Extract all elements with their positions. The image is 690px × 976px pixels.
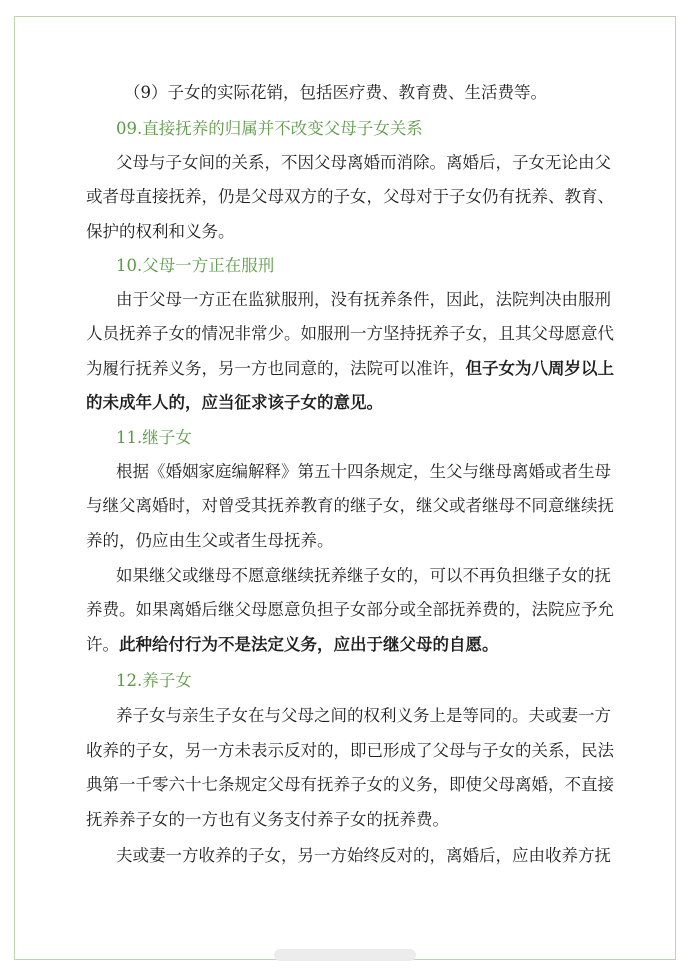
paragraph-line: 父母与子女间的关系，不因父母离婚而消除。离婚后，子女无论由父 [116, 153, 611, 172]
list-item-9: （9）子女的实际花销，包括医疗费、教育费、生活费等。 [124, 83, 547, 102]
paragraph-line: 夫或妻一方收养的子女，另一方始终反对的，离婚后，应由收养方抚 [116, 846, 611, 865]
paragraph-line: 养费。如果离婚后继父母愿意负担子女部分或全部抚养费的，法院应予允 [86, 600, 614, 619]
emphasis-text: 但子女为八周岁以上 [465, 359, 614, 378]
emphasis-text: 此种给付行为不是法定义务，应出于继父母的自愿。 [119, 635, 499, 654]
paragraph-text: 许。 [86, 635, 119, 654]
watermark-bar [274, 949, 416, 961]
paragraph-line: 或者母直接抚养，仍是父母双方的子女，父母对于子女仍有抚养、教育、 [86, 187, 614, 206]
paragraph-line: 养子女与亲生子女在与父母之间的权利义务上是等同的。夫或妻一方 [116, 706, 611, 725]
paragraph-line: 如果继父或继母不愿意继续抚养继子女的，可以不再负担继子女的抚 [116, 566, 611, 585]
paragraph-line: 收养的子女，另一方未表示反对的，即已形成了父母与子女的关系，民法 [86, 741, 614, 760]
section-heading-10: 10.父母一方正在服刑 [116, 256, 275, 275]
paragraph-line: 保护的权利和义务。 [86, 222, 235, 241]
paragraph-text: 为履行抚养义务，另一方也同意的，法院可以准许， [86, 359, 466, 378]
section-heading-12: 12.养子女 [116, 671, 192, 690]
paragraph-line [86, 634, 499, 656]
paragraph-line: 与继父离婚时，对曾受其抚养教育的继子女，继父或者继母不同意继续抚 [86, 496, 614, 515]
paragraph-line: 根据《婚姻家庭编解释》第五十四条规定，生父与继母离婚或者生母 [116, 462, 611, 481]
paragraph-line [86, 358, 614, 380]
section-heading-09: 09.直接抚养的归属并不改变父母子女关系 [116, 119, 423, 138]
paragraph-line: 由于父母一方正在监狱服刑，没有抚养条件，因此，法院判决由服刑 [116, 290, 611, 309]
paragraph-line: 典第一千零六十七条规定父母有抚养子女的义务，即使父母离婚，不直接 [86, 775, 614, 794]
paragraph-line: 人员抚养子女的情况非常少。如服刑一方坚持抚养子女，且其父母愿意代 [86, 324, 614, 343]
emphasis-line: 的未成年人的，应当征求该子女的意见。 [86, 393, 383, 412]
paragraph-line: 养的，仍应由生父或者生母抚养。 [86, 531, 334, 550]
section-heading-11: 11.继子女 [116, 428, 192, 447]
paragraph-line: 抚养养子女的一方也有义务支付养子女的抚养费。 [86, 810, 449, 829]
